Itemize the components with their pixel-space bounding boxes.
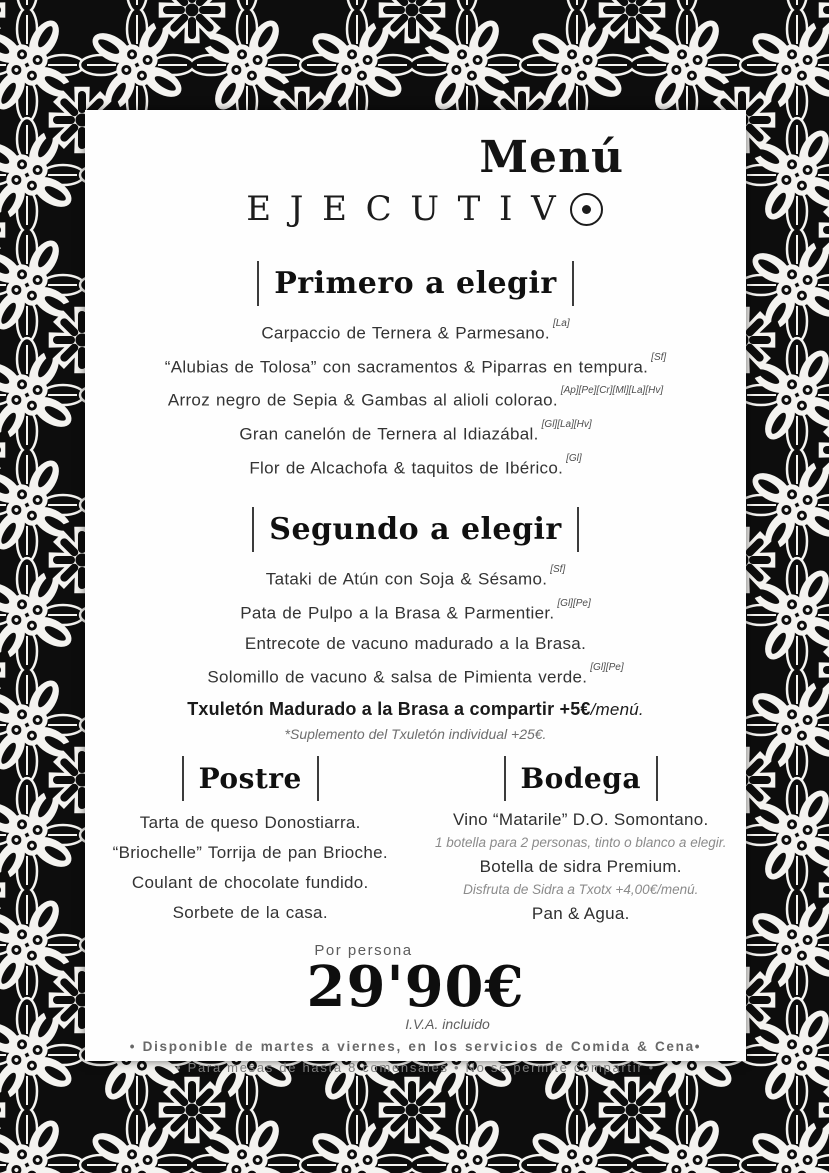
menu-item: [85, 450, 746, 484]
menu-item-text: “Alubias de Tolosa” con sacramentos & Piparras en tempura.: [164, 357, 649, 377]
allergen-tags: [Gl][Pe]: [590, 661, 624, 673]
highlight-text: Txuletón Madurado a la Brasa a compartir +5€: [187, 699, 591, 720]
highlight-suffix: /menú.: [590, 700, 644, 720]
bodega-item-name: Vino “Matarile” D.O. Somontano.: [452, 810, 709, 830]
circle-dot-icon-center: [582, 205, 591, 214]
heading-bar: [572, 261, 574, 306]
heading-bar: [656, 756, 658, 801]
price-label: Por persona: [314, 942, 413, 960]
allergen-tags: [Gl]: [566, 452, 582, 464]
supplement-note: *Suplemento del Txuletón individual +25€.: [284, 726, 547, 743]
menu-item-highlight: [85, 694, 746, 725]
section-bodega: [416, 756, 747, 928]
footer: [85, 1039, 746, 1075]
menu-item: [85, 659, 746, 693]
menu-item-text: Entrecote de vacuno madurado a la Brasa.: [244, 633, 587, 653]
menu-item-text: Gran canelón de Ternera al Idiazábal.: [239, 424, 539, 444]
menu-item: [85, 561, 746, 595]
menu-item-text: Carpaccio de Ternera & Parmesano.: [261, 323, 550, 343]
two-column-area: [85, 756, 746, 928]
segundo-items: [85, 561, 746, 742]
bodega-item-name: Pan & Agua.: [531, 904, 630, 924]
menu-item: [85, 595, 746, 629]
footer-line-1: • Disponible de martes a viernes, en los servicios de Comida & Cena•: [129, 1039, 702, 1055]
allergen-tags: [La]: [552, 318, 570, 329]
section-heading-text: Segundo a elegir: [269, 512, 562, 548]
menu-item-text: Tataki de Atún con Soja & Sésamo.: [265, 569, 548, 589]
price-amount: 29'90€: [306, 954, 525, 1021]
menu-item: [85, 416, 746, 450]
menu-item: [85, 382, 746, 416]
allergen-tags: [Gl][La][Hv]: [541, 418, 592, 430]
bodega-item-note: Disfruta de Sidra a Txotx +4,00€/menú.: [463, 882, 699, 898]
menu-panel: [85, 110, 746, 1076]
page-title-main: [85, 189, 746, 229]
primero-items: [85, 315, 746, 483]
menu-item-text: Pata de Pulpo a la Brasa & Parmentier.: [240, 603, 555, 623]
menu-item-text: Solomillo de vacuno & salsa de Pimienta verde.: [207, 667, 588, 687]
section-heading-segundo: [85, 507, 746, 552]
menu-item: “Briochelle” Torrija de pan Brioche.: [112, 843, 388, 863]
postre-items: [85, 808, 416, 928]
circle-dot-icon: [570, 193, 603, 226]
bodega-item-note: 1 botella para 2 personas, tinto o blanco a elegir.: [435, 835, 727, 851]
menu-item: [85, 349, 746, 383]
allergen-tags: [Gl][Pe]: [557, 597, 591, 609]
heading-bar: [252, 507, 254, 552]
menu-item-text: Arroz negro de Sepia & Gambas al alioli colorao.: [167, 390, 558, 410]
section-heading-bodega: [416, 756, 747, 801]
menu-item-text: Flor de Alcachofa & taquitos de Ibérico.: [249, 458, 564, 478]
menu-item: Tarta de queso Donostiarra.: [139, 813, 361, 833]
allergen-tags: [Ap][Pe][Cr][Ml][La][Hv]: [560, 385, 664, 397]
allergen-tags: [Sf]: [651, 351, 667, 363]
menu-item: Sorbete de la casa.: [172, 903, 328, 923]
heading-bar: [504, 756, 506, 801]
bodega-item-name: Botella de sidra Premium.: [479, 857, 682, 877]
heading-bar: [182, 756, 184, 801]
bodega-items: [416, 808, 747, 926]
menu-item: [85, 629, 746, 659]
allergen-tags: [Sf]: [550, 564, 566, 576]
section-heading-text: Postre: [198, 762, 302, 796]
page-title-letters: EJECUTIV: [246, 189, 575, 229]
section-postre: [85, 756, 416, 928]
heading-bar: [317, 756, 319, 801]
heading-bar: [577, 507, 579, 552]
section-primero: [85, 261, 746, 483]
menu-item: Coulant de chocolate fundido.: [131, 873, 369, 893]
section-segundo: [85, 507, 746, 742]
section-heading-postre: [85, 756, 416, 801]
heading-bar: [257, 261, 259, 306]
footer-line-2: • Para mesas de hasta 8 comensales • No se permite compartir •: [176, 1060, 655, 1076]
section-heading-text: Primero a elegir: [274, 266, 557, 301]
price-block: [85, 942, 746, 1032]
section-heading-text: Bodega: [520, 762, 641, 796]
section-heading-primero: [85, 261, 746, 306]
page-title-script: Menú: [479, 132, 624, 183]
tax-note: I.V.A. incluido: [405, 1016, 490, 1033]
menu-item: [85, 315, 746, 349]
